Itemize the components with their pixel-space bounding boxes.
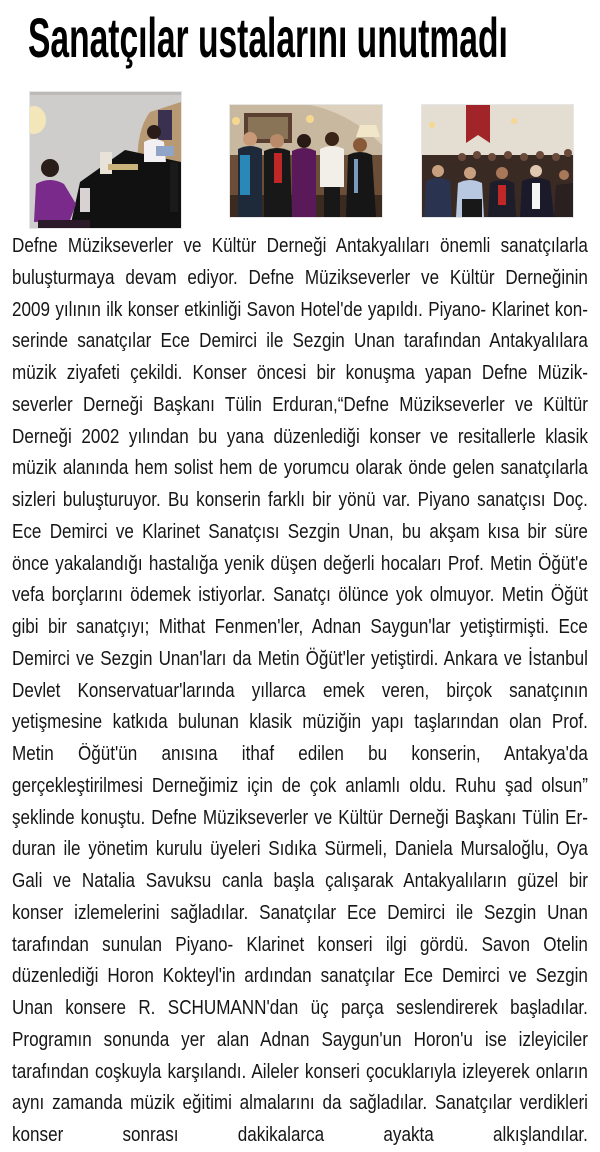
audience-photo: [421, 104, 574, 218]
article-line-text: sizleri buluşturuyor. Bu konserin farklı bir yönü var. Piyano sanatçısı Doç.: [12, 489, 588, 511]
article-line-text: 2009 yılının ilk konser etkinliği Savon Hotel'de yapıldı. Piyano- Klarinet kon-: [12, 298, 588, 321]
article-line-text: Devlet Konservatuar'larında yıllarca emek veren, birçok sanatçının: [12, 679, 588, 702]
article-line: [12, 390, 588, 422]
article-line-text: Derneği 2002 yılından bu yana düzenlediği konser ve resitallerle klasik: [12, 425, 588, 448]
article-line: [12, 485, 588, 517]
article-line-text: aynı zamanda müzik eğitimi almalarını da sağladılar. Sanatçılar verdikleri: [12, 1092, 588, 1115]
article-line-text: Gali ve Natalia Savuksu canla başla çalışarak Antakyalıların güzel bir: [12, 870, 588, 892]
article-line-text: yetişmesine katkıda bulunan klasik müziğin yapı taşlarından olan Prof.: [12, 711, 588, 734]
article-line-text: Unan konsere R. SCHUMANN'dan üç parça seslendirerek başladılar.: [12, 997, 588, 1019]
article-line: [12, 739, 588, 771]
article-line: [12, 453, 588, 485]
article-line: [12, 644, 588, 676]
article-line: [12, 993, 588, 1025]
article-line: [12, 866, 588, 898]
pianist-photo: [29, 91, 182, 229]
article-line-text: Programın sonunda yer alan Adnan Saygun'un Horon'u ise izleyiciler: [12, 1028, 588, 1051]
article-line: [12, 580, 588, 612]
article-line: [12, 898, 588, 930]
article-line: [12, 358, 588, 390]
article-line-text: vefa borçlarını ödemek istiyorlar. Sanatçı ölünce yok olmuyor. Metin Öğüt: [12, 584, 588, 607]
article-line: [12, 1088, 588, 1120]
article-line: [12, 930, 588, 962]
article-line: [12, 961, 588, 993]
article-line-text: konser sonrası dakikalarca ayakta alkışlandılar.: [12, 1124, 588, 1146]
article-line-text: tarafından sunulan Piyano- Klarinet konseri ilgi gördü. Savon Otelin: [12, 933, 588, 956]
article-line: [12, 422, 588, 454]
article-headline: Sanatçılar ustalarını unutmadı: [28, 6, 508, 69]
article-line-text: müzik ziyafeti çekildi. Konser öncesi bir konuşma yapan Defne Müzik-: [12, 362, 588, 384]
article-line: [12, 707, 588, 739]
article-line-text: tarafından coşkuyla karşılandı. Aileler konseri çocuklarıyla izleyerek onların: [12, 1060, 588, 1083]
article-line: [12, 771, 588, 803]
article-line-text: gerçekleştirilmesi Derneğimiz için de çok anlamlı oldu. Ruhu şad olsun”: [12, 774, 588, 797]
article-line-text: düzenlediği Horon Kokteyl'in ardından sanatçılar Ece Demirci ve Sezgin: [12, 965, 588, 988]
article-line: [12, 1025, 588, 1057]
article-line: [12, 549, 588, 581]
article-line-text: müzik alanında hem solist hem de yorumcu olarak önde gelen sanatçılarla: [12, 457, 588, 480]
article-line: [12, 612, 588, 644]
article-line: [12, 803, 588, 835]
article-body: [12, 231, 588, 1152]
article-line-text: şeklinde konuştu. Defne Müzikseverler ve Kültür Derneği Başkanı Tülin Er-: [12, 806, 588, 829]
article-line: [12, 1120, 588, 1152]
article-line-text: serinde sanatçılar Ece Demirci ile Sezgin Unan tarafından Antakyalılara: [12, 330, 588, 353]
article-line: [12, 326, 588, 358]
article-line-text: önce yakalandığı hastalığa yenik düşen değerli hocaları Prof. Metin Öğüt'e: [12, 552, 588, 575]
article-line: [12, 517, 588, 549]
article-line-text: buluşturmaya devam ediyor. Defne Müzikseverler ve Kültür Derneğinin: [12, 266, 588, 289]
article-line: [12, 676, 588, 708]
article-line: [12, 295, 588, 327]
article-line-text: Demirci ve Sezgin Unan'ları da Metin Öğüt'ler yetiştirdi. Ankara ve İstanbul: [12, 647, 588, 670]
article-line-text: Ece Demirci ve Klarinet Sanatçısı Sezgin Unan, bu akşam kısa bir süre: [12, 520, 588, 543]
article-line: [12, 263, 588, 295]
group-photo: [229, 104, 383, 218]
article-line-text: Metin Öğüt'ün anısına ithaf edilen bu konserin, Antakya'da: [12, 743, 588, 765]
article-line-text: severler Derneği Başkanı Tülin Erduran,“Defne Müzikseverler ve Kültür: [12, 393, 588, 416]
article-line: [12, 1057, 588, 1089]
article-line-text: Defne Müzikseverler ve Kültür Derneği Antakyalıları önemli sanatçılarla: [12, 235, 588, 257]
article-line: [12, 231, 588, 263]
article-line-text: duran ile yönetim kurulu üyeleri Sıdıka Sürmeli, Daniela Mursaloğlu, Oya: [12, 838, 588, 861]
article-line-text: konser izlemelerini sağladılar. Sanatçılar Ece Demirci ile Sezgin Unan: [12, 901, 588, 924]
article-line: [12, 834, 588, 866]
article-line-text: gibi bir sanatçıyı; Mithat Fenmen'ler, Adnan Saygun'lar yetiştirmişti. Ece: [12, 616, 588, 638]
